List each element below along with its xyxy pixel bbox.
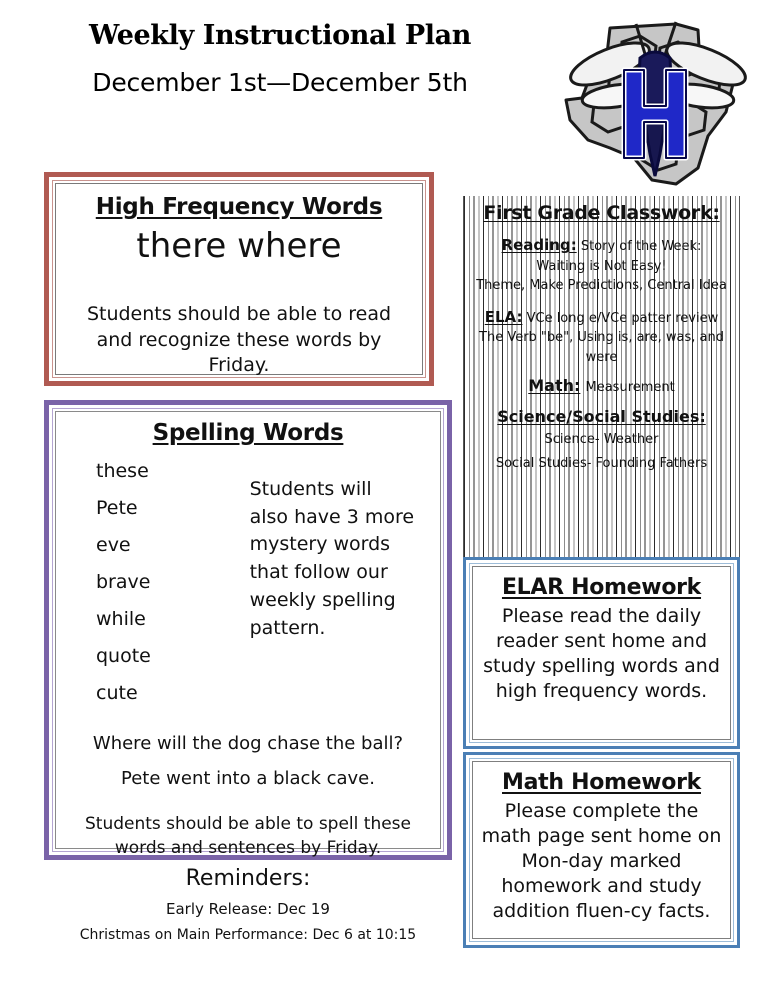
- math-homework-box: [463, 752, 740, 948]
- list-item: cute: [96, 682, 138, 704]
- elar-homework-box: [463, 557, 740, 749]
- math-value: Measurement: [585, 380, 675, 395]
- reminders-section: [44, 866, 452, 943]
- reading-value: Story of the Week:: [580, 239, 702, 254]
- spelling-mystery-note: Students will also have 3 more mystery words that follow our weekly spelling pattern.: [249, 478, 415, 639]
- classwork-reading-line: [467, 234, 736, 257]
- reading-skills: Theme, Make Predictions, Central Idea: [476, 278, 727, 293]
- page-title: Weekly Instructional Plan: [89, 20, 471, 51]
- texas-hornet-mascot-logo: [548, 8, 760, 198]
- list-item: while: [96, 608, 146, 630]
- spelling-columns: [56, 462, 440, 721]
- classwork-ela-section: [467, 306, 736, 368]
- date-range: December 1st—December 5th: [92, 68, 468, 98]
- spelling-words-box: [44, 400, 452, 860]
- ela-value: VCe long e/VCe patter review: [526, 310, 719, 326]
- math-homework-heading: Math Homework: [502, 770, 701, 795]
- spelling-sentence-1: Where will the dog chase the ball?: [92, 733, 404, 754]
- reading-label: Reading:: [501, 236, 577, 254]
- spelling-word-list: [96, 462, 250, 721]
- reminders-heading: Reminders:: [185, 866, 311, 891]
- page-header: [0, 22, 560, 97]
- social-studies-value: Social Studies- Founding Fathers: [495, 456, 708, 471]
- math-label: Math:: [528, 376, 581, 395]
- list-item: Pete: [96, 497, 138, 519]
- high-frequency-note: Students should be able to read and recognize these words by Friday.: [86, 303, 392, 377]
- reading-story-title: Waiting is Not Easy!: [536, 258, 667, 274]
- science-social-label: Science/Social Studies:: [497, 406, 706, 426]
- elar-homework-body: Please read the daily reader sent home and study spelling words and high frequency words.: [483, 605, 720, 703]
- list-item: eve: [96, 534, 131, 556]
- high-frequency-words: there where: [136, 226, 342, 266]
- classwork-ela-line: [467, 306, 736, 329]
- list-item: quote: [96, 645, 151, 667]
- spelling-footer-note: Students should be able to spell these words and sentences by Friday.: [85, 814, 411, 859]
- spelling-heading: Spelling Words: [152, 420, 344, 446]
- list-item: these: [96, 460, 149, 482]
- reminder-item: Early Release: Dec 19: [166, 900, 330, 918]
- math-homework-body: Please complete the math page sent home on Mon-day marked homework and study addition fluen-cy facts.: [481, 800, 722, 923]
- classwork-heading: First Grade Classwork:: [483, 202, 720, 224]
- ela-label: ELA:: [484, 307, 523, 326]
- classwork-reading-section: [467, 234, 736, 296]
- first-grade-classwork-box: [463, 196, 740, 557]
- list-item: brave: [96, 571, 151, 593]
- reminder-item: Christmas on Main Performance: Dec 6 at 10:15: [79, 927, 417, 943]
- high-frequency-heading: High Frequency Words: [95, 194, 383, 220]
- spelling-sentence-2: Pete went into a black cave.: [121, 768, 375, 790]
- classwork-math-section: [467, 376, 736, 398]
- ela-extra: The Verb "be", Using is, are, was, and were: [479, 330, 724, 365]
- classwork-science-section: [467, 407, 736, 426]
- science-value: Science- Weather: [544, 431, 659, 447]
- high-frequency-words-box: [44, 172, 434, 386]
- elar-homework-heading: ELAR Homework: [501, 575, 702, 600]
